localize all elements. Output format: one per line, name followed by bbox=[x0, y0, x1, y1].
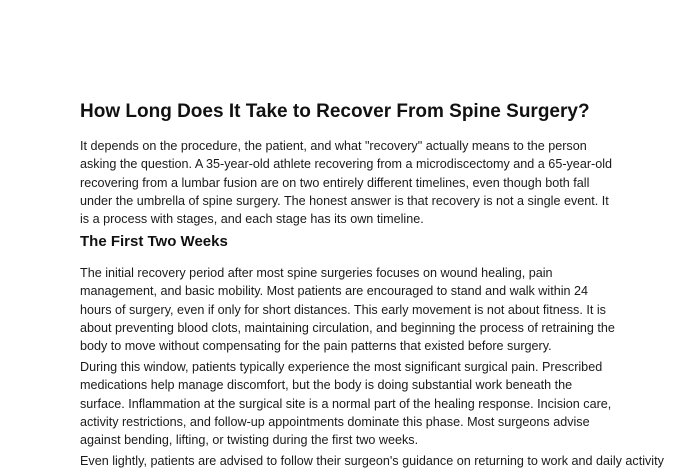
paragraph-line: is a process with stages, and each stage has its own timeline. bbox=[80, 212, 424, 227]
paragraph-line: hours of surgery, even if only for short distances. This early movement is not about fitness. It is bbox=[80, 302, 606, 317]
paragraph-line: During this window, patients typically experience the most significant surgical pain. Prescribed bbox=[80, 360, 603, 374]
paragraph-line: about preventing blood clots, maintaining circulation, and beginning the process of retraining the bbox=[80, 320, 615, 335]
section-paragraph-1 bbox=[80, 264, 615, 355]
paragraph-line: medications help manage discomfort, but the body is doing substantial work beneath the bbox=[80, 378, 573, 393]
section-heading: The First Two Weeks bbox=[80, 233, 228, 250]
paragraph-line: The initial recovery period after most spine surgeries focuses on wound healing, pain bbox=[80, 266, 553, 280]
paragraph-line: recovering from a lumbar fusion are on two entirely different timelines, even though both fall bbox=[80, 175, 590, 190]
section-paragraph-2 bbox=[80, 358, 611, 449]
paragraph-line: body to move without compensating for the pain patterns that existed before surgery. bbox=[80, 339, 552, 354]
intro-paragraph bbox=[80, 137, 612, 228]
paragraph-line: It depends on the procedure, the patient, and what "recovery" actually means to the person bbox=[80, 139, 587, 153]
paragraph-line: activity restrictions, and follow-up appointments dominate this phase. Most surgeons advise bbox=[80, 414, 590, 429]
section-paragraph-3-partial bbox=[80, 452, 664, 470]
paragraph-line: against bending, lifting, or twisting during the first two weeks. bbox=[80, 433, 419, 448]
paragraph-line: asking the question. A 35-year-old athlete recovering from a microdiscectomy and a 65-year-old bbox=[80, 157, 613, 172]
paragraph-line: surface. Inflammation at the surgical site is a normal part of the healing response. Incision care, bbox=[80, 396, 612, 411]
paragraph-line: management, and basic mobility. Most patients are encouraged to stand and walk within 24 bbox=[80, 284, 589, 299]
paragraph-line: Even lightly, patients are advised to follow their surgeon's guidance on returning to work and daily activity bbox=[80, 454, 664, 468]
paragraph-line: under the umbrella of spine surgery. The honest answer is that recovery is not a single event. It bbox=[80, 193, 609, 208]
article-title: How Long Does It Take to Recover From Spine Surgery? bbox=[80, 101, 590, 122]
